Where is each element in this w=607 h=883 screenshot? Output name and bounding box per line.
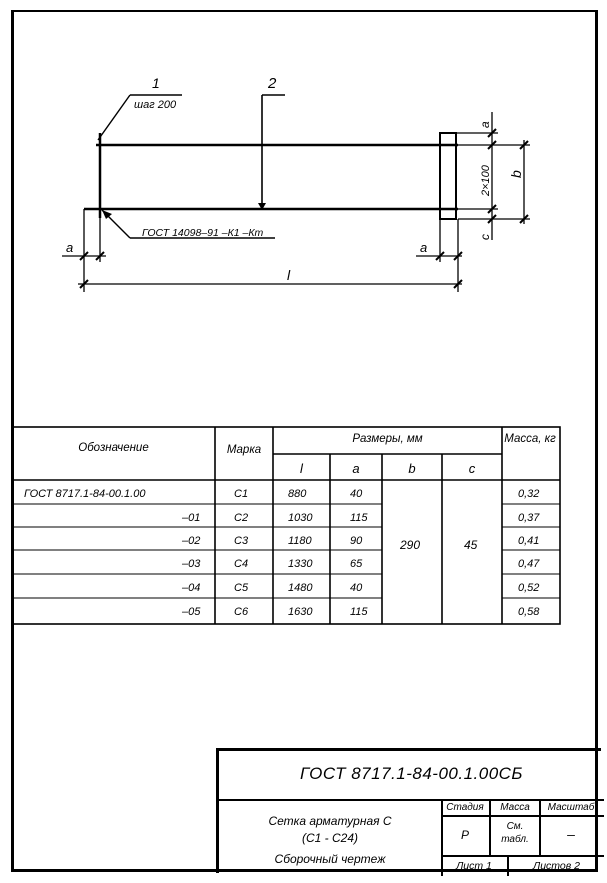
stage-value: Р: [460, 828, 469, 842]
dim-a-top: a: [478, 121, 492, 128]
table-row: [12, 550, 561, 574]
dim-2x100: 2×100: [480, 165, 492, 196]
mesh-drawing: [0, 0, 607, 420]
row-mark: С1: [234, 488, 249, 500]
stage-label: Стадия: [446, 802, 484, 813]
position-1-note: шаг 200: [134, 99, 177, 111]
weld-note: ГОСТ 14098–91 –К1 –Кт: [142, 227, 264, 239]
row-mark: С5: [234, 582, 249, 594]
row-code: –03: [182, 558, 201, 570]
row-l: 1630: [288, 606, 313, 618]
table-row: [12, 574, 561, 598]
row-l: 880: [288, 488, 307, 500]
row-mark: С6: [234, 606, 249, 618]
row-mass: 0,32: [518, 488, 540, 500]
dim-b: b: [508, 170, 524, 178]
row-l: 1180: [288, 535, 312, 547]
row-a: 115: [350, 512, 368, 524]
header-designation-text: Обозначение: [78, 442, 149, 454]
table-row: [12, 480, 561, 504]
header-dims: Размеры, мм: [352, 433, 423, 445]
row-code: ГОСТ 8717.1-84-00.1.00: [24, 488, 146, 500]
row-code: –05: [182, 606, 201, 618]
row-code: –02: [182, 535, 201, 547]
row-l: 1030: [288, 512, 313, 524]
scale-value: –: [567, 826, 575, 842]
row-mass: 0,58: [518, 606, 540, 618]
row-a: 65: [350, 558, 363, 570]
mass-value-2: табл.: [501, 834, 529, 845]
row-mass: 0,41: [518, 535, 540, 547]
row-l: 1480: [288, 582, 313, 594]
row-l: 1330: [288, 558, 313, 570]
row-mass: 0,52: [518, 582, 540, 594]
header-b: b: [408, 461, 416, 476]
title-line-1: Сетка арматурная С: [268, 814, 392, 828]
title-block: [216, 748, 601, 873]
header-l: l: [300, 461, 303, 476]
row-a: 115: [350, 606, 368, 618]
row-mass: 0,47: [518, 558, 540, 570]
title-line-2: (С1 - С24): [301, 831, 358, 845]
table-row: [12, 598, 561, 624]
sheets-label: Листов 2: [533, 860, 580, 872]
header-a: a: [352, 461, 360, 476]
table-row: [12, 527, 561, 550]
dim-a-right: a: [420, 240, 428, 255]
title-line-3: Сборочный чертеж: [274, 852, 386, 866]
header-mass: Масса, кг: [504, 433, 556, 445]
c-value: 45: [464, 538, 478, 552]
position-2-label: 2: [268, 75, 277, 92]
document-code: ГОСТ 8717.1-84-00.1.00СБ: [299, 764, 523, 783]
row-a: 40: [350, 582, 363, 594]
b-value: 290: [400, 538, 421, 552]
row-code: –01: [182, 512, 201, 524]
row-mark: С3: [234, 535, 249, 547]
row-mass: 0,37: [518, 512, 540, 524]
row-a: 90: [350, 535, 363, 547]
row-mark: С2: [234, 512, 249, 524]
header-mark-text: Марка: [226, 444, 262, 456]
dim-c: c: [478, 234, 492, 240]
dim-a-left: a: [66, 240, 74, 255]
table-row: [12, 504, 561, 527]
row-a: 40: [350, 488, 363, 500]
dim-l: l: [287, 267, 291, 283]
row-code: –04: [182, 582, 201, 594]
header-c: c: [468, 461, 476, 476]
mass-label: Масса: [500, 802, 530, 813]
position-1-label: 1: [152, 75, 160, 91]
row-mark: С4: [234, 558, 249, 570]
mass-value-1: См.: [506, 821, 524, 832]
scale-label: Масштаб: [547, 802, 595, 813]
sheet-label: Лист 1: [456, 860, 492, 872]
